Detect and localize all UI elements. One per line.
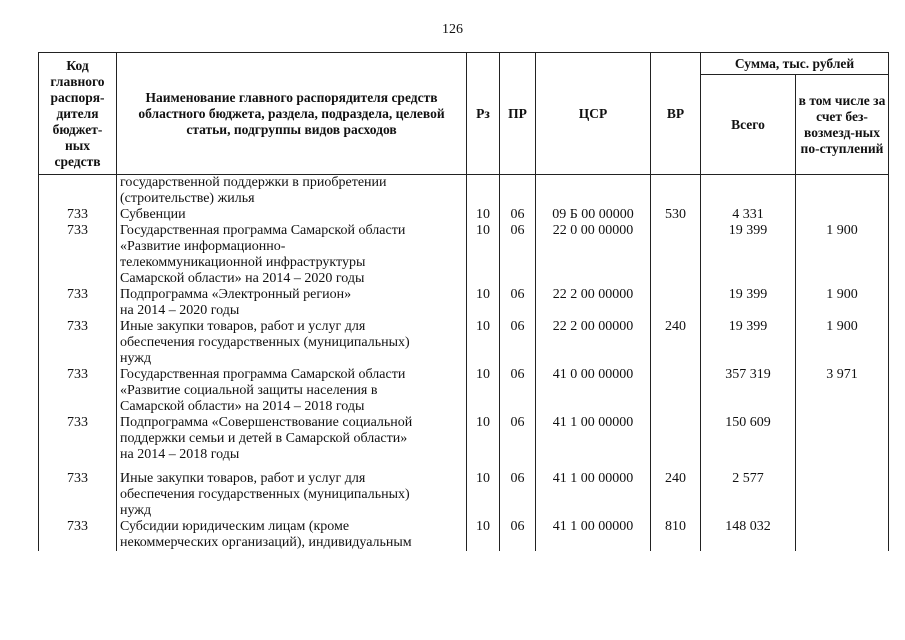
cell-rz: 10	[467, 207, 500, 223]
cell-rz: 10	[467, 287, 500, 319]
header-name: Наименование главного распорядителя средств областного бюджета, раздела, подраздела, целевой статьи, подгруппы видов расходов	[117, 53, 467, 175]
cell-total: 148 032	[701, 519, 796, 551]
budget-table	[38, 52, 889, 551]
table-row	[39, 319, 889, 367]
cell-incl	[796, 471, 889, 519]
cell-name: Подпрограмма «Совершенствование социальной поддержки семьи и детей в Самарской области» на 2014 – 2018 годы	[117, 415, 467, 463]
cell-csr: 41 0 00 00000	[536, 367, 651, 415]
cell-incl: 1 900	[796, 287, 889, 319]
cell-rz: 10	[467, 367, 500, 415]
cell-incl	[796, 415, 889, 463]
header-csr: ЦСР	[536, 53, 651, 175]
cell-pr	[500, 175, 536, 208]
cell-pr: 06	[500, 207, 536, 223]
header-pr: ПР	[500, 53, 536, 175]
cell-code: 733	[39, 207, 117, 223]
cell-csr: 22 2 00 00000	[536, 287, 651, 319]
cell-code: 733	[39, 319, 117, 367]
cell-pr: 06	[500, 415, 536, 463]
cell-total	[701, 175, 796, 208]
header-total: Всего	[701, 75, 796, 175]
cell-csr	[536, 175, 651, 208]
cell-incl: 3 971	[796, 367, 889, 415]
cell-total: 19 399	[701, 319, 796, 367]
cell-csr: 22 2 00 00000	[536, 319, 651, 367]
cell-vr: 240	[651, 319, 701, 367]
cell-name: Государственная программа Самарской области «Развитие информационно- телекоммуникационной инфраструктуры Самарской области» на 2014 – 2020 годы	[117, 223, 467, 287]
cell-code: 733	[39, 471, 117, 519]
cell-name: Субвенции	[117, 207, 467, 223]
cell-csr: 09 Б 00 00000	[536, 207, 651, 223]
cell-rz: 10	[467, 319, 500, 367]
page-number: 126	[442, 22, 463, 37]
table-row	[39, 367, 889, 415]
cell-csr: 41 1 00 00000	[536, 519, 651, 551]
cell-rz	[467, 175, 500, 208]
table-row	[39, 223, 889, 287]
cell-total: 19 399	[701, 223, 796, 287]
cell-csr: 22 0 00 00000	[536, 223, 651, 287]
cell-total: 19 399	[701, 287, 796, 319]
header-sum-group: Сумма, тыс. рублей	[701, 53, 889, 75]
cell-vr: 530	[651, 207, 701, 223]
table-body	[39, 175, 889, 552]
table-row	[39, 471, 889, 519]
cell-pr: 06	[500, 367, 536, 415]
table-row	[39, 287, 889, 319]
cell-pr: 06	[500, 319, 536, 367]
table-row	[39, 175, 889, 208]
cell-name: Иные закупки товаров, работ и услуг для обеспечения государственных (муниципальных) нужд	[117, 471, 467, 519]
cell-vr	[651, 175, 701, 208]
cell-total: 150 609	[701, 415, 796, 463]
cell-pr: 06	[500, 223, 536, 287]
table-header	[39, 53, 889, 175]
cell-total: 4 331	[701, 207, 796, 223]
cell-rz: 10	[467, 519, 500, 551]
cell-code: 733	[39, 367, 117, 415]
cell-vr: 240	[651, 471, 701, 519]
table-row	[39, 519, 889, 551]
cell-csr: 41 1 00 00000	[536, 471, 651, 519]
cell-pr: 06	[500, 287, 536, 319]
cell-code: 733	[39, 415, 117, 463]
cell-vr	[651, 367, 701, 415]
row-spacer	[39, 463, 889, 471]
cell-csr: 41 1 00 00000	[536, 415, 651, 463]
cell-name: государственной поддержки в приобретении (строительстве) жилья	[117, 175, 467, 208]
cell-rz: 10	[467, 223, 500, 287]
cell-vr	[651, 415, 701, 463]
header-vr: ВР	[651, 53, 701, 175]
cell-pr: 06	[500, 471, 536, 519]
cell-name: Иные закупки товаров, работ и услуг для обеспечения государственных (муниципальных) нужд	[117, 319, 467, 367]
header-incl: в том числе за счет без-возмезд-ных по-ступлений	[796, 75, 889, 175]
cell-incl	[796, 175, 889, 208]
cell-incl: 1 900	[796, 319, 889, 367]
cell-code: 733	[39, 223, 117, 287]
cell-total: 2 577	[701, 471, 796, 519]
table-row	[39, 415, 889, 463]
cell-vr	[651, 287, 701, 319]
cell-vr	[651, 223, 701, 287]
cell-code	[39, 175, 117, 208]
table-row	[39, 207, 889, 223]
cell-total: 357 319	[701, 367, 796, 415]
cell-incl: 1 900	[796, 223, 889, 287]
cell-rz: 10	[467, 415, 500, 463]
header-rz: Рз	[467, 53, 500, 175]
cell-pr: 06	[500, 519, 536, 551]
cell-code: 733	[39, 287, 117, 319]
cell-incl	[796, 207, 889, 223]
cell-name: Субсидии юридическим лицам (кроме некоммерческих организаций), индивидуальным	[117, 519, 467, 551]
cell-code: 733	[39, 519, 117, 551]
cell-vr: 810	[651, 519, 701, 551]
cell-incl	[796, 519, 889, 551]
cell-name: Государственная программа Самарской области «Развитие социальной защиты населения в Самарской области» на 2014 – 2018 годы	[117, 367, 467, 415]
cell-rz: 10	[467, 471, 500, 519]
header-code: Код главного распоря-дителя бюджет-ных средств	[39, 53, 117, 175]
cell-name: Подпрограмма «Электронный регион» на 2014 – 2020 годы	[117, 287, 467, 319]
